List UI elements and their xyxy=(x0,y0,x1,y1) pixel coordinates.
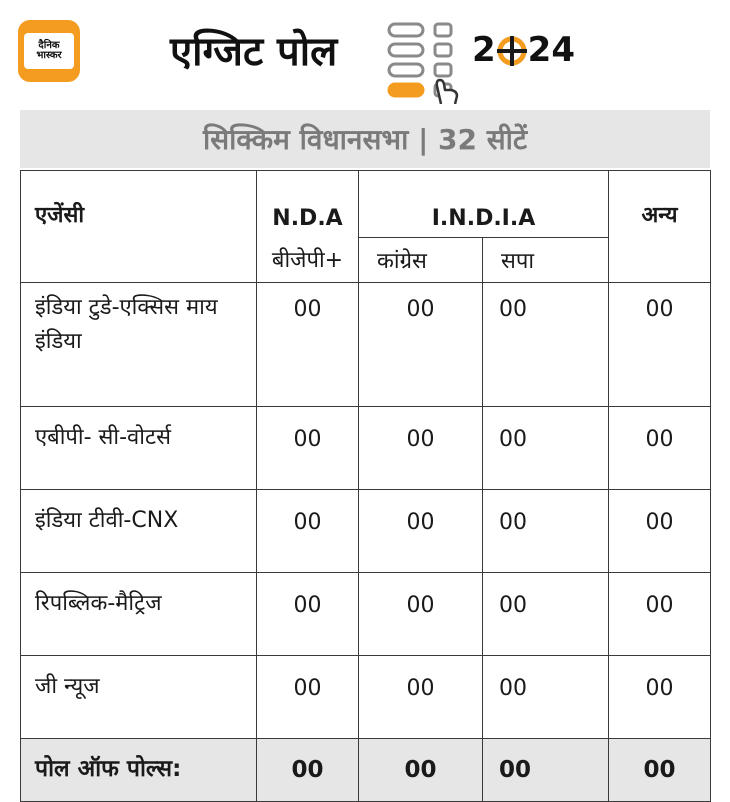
exit-poll-table xyxy=(20,170,711,802)
congress-seats: 00 xyxy=(359,282,483,406)
table-row xyxy=(21,655,711,738)
vote-target-icon xyxy=(497,36,527,66)
agency-name: इंडिया टीवी-CNX xyxy=(21,489,257,572)
congress-seats: 00 xyxy=(359,406,483,489)
total-sp-seats: 00 xyxy=(483,738,609,801)
col-header-other: अन्य xyxy=(609,171,711,283)
logo-line-1: दैनिक xyxy=(38,39,60,51)
col-header-bjp: बीजेपी+ xyxy=(257,237,359,282)
sp-seats: 00 xyxy=(483,282,609,406)
other-seats: 00 xyxy=(609,655,711,738)
total-congress-seats: 00 xyxy=(359,738,483,801)
logo-line-2: भास्कर xyxy=(36,50,62,61)
table-row xyxy=(21,406,711,489)
bjp-seats: 00 xyxy=(257,489,359,572)
sp-seats: 00 xyxy=(483,572,609,655)
dainik-bhaskar-logo xyxy=(18,20,80,82)
congress-seats: 00 xyxy=(359,655,483,738)
table-row xyxy=(21,282,711,406)
total-other-seats: 00 xyxy=(609,738,711,801)
bjp-seats: 00 xyxy=(257,572,359,655)
year-label xyxy=(472,30,575,70)
subtitle-band: सिक्किम विधानसभा | 32 सीटें xyxy=(20,110,710,168)
year-suffix: 24 xyxy=(527,30,575,70)
agency-name: रिपब्लिक-मैट्रिज xyxy=(21,572,257,655)
page-title: एग्जिट पोल xyxy=(170,29,338,75)
bjp-seats: 00 xyxy=(257,655,359,738)
sp-seats: 00 xyxy=(483,655,609,738)
other-seats: 00 xyxy=(609,489,711,572)
logo-text xyxy=(24,33,74,69)
col-header-india: I.N.D.I.A xyxy=(359,171,609,238)
sp-seats: 00 xyxy=(483,489,609,572)
col-header-sp: सपा xyxy=(483,237,609,282)
other-seats: 00 xyxy=(609,282,711,406)
table-row xyxy=(21,489,711,572)
congress-seats: 00 xyxy=(359,489,483,572)
col-header-agency: एजेंसी xyxy=(21,171,257,283)
other-seats: 00 xyxy=(609,572,711,655)
agency-name: इंडिया टुडे-एक्सिस माय इंडिया xyxy=(21,282,257,406)
congress-seats: 00 xyxy=(359,572,483,655)
table-header-row xyxy=(21,171,711,238)
col-header-nda: N.D.A xyxy=(257,171,359,238)
agency-name: एबीपी- सी-वोटर्स xyxy=(21,406,257,489)
sp-seats: 00 xyxy=(483,406,609,489)
col-header-congress: कांग्रेस xyxy=(359,237,483,282)
total-bjp-seats: 00 xyxy=(257,738,359,801)
total-label: पोल ऑफ पोल्स: xyxy=(21,738,257,801)
agency-name: जी न्यूज xyxy=(21,655,257,738)
bjp-seats: 00 xyxy=(257,406,359,489)
bjp-seats: 00 xyxy=(257,282,359,406)
table-total-row xyxy=(21,738,711,801)
table-row xyxy=(21,572,711,655)
ballot-selection-icon xyxy=(385,20,465,104)
year-prefix: 2 xyxy=(472,30,496,70)
other-seats: 00 xyxy=(609,406,711,489)
